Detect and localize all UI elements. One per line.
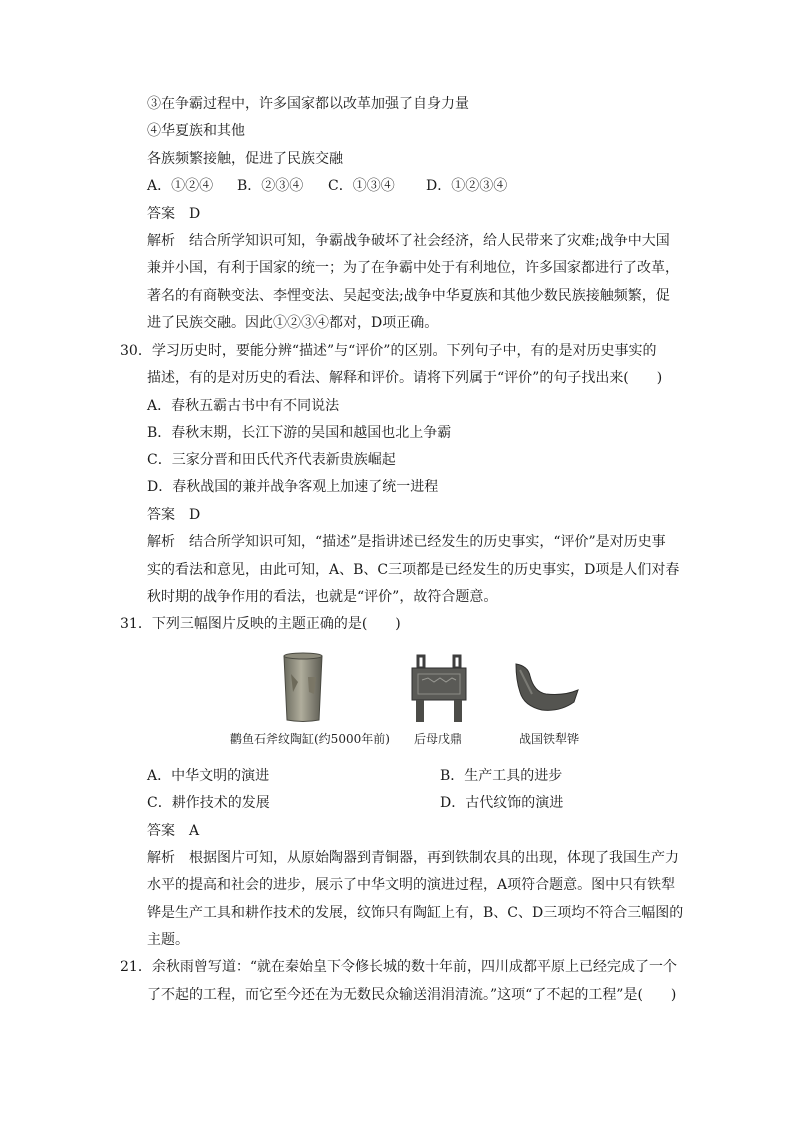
q30-analysis-line: 解析 结合所学知识可知，“描述”是指讲述已经发生的历史事实，“评价”是对历史事 <box>147 534 666 550</box>
q21-stem-line: 21．余秋雨曾写道：“就在秦始皇下令修长城的数十年前，四川成都平原上已经完成了一个 <box>120 959 677 975</box>
q31-analysis-line: 主题。 <box>147 932 189 948</box>
q30-option-b: B．春秋末期，长江下游的吴国和越国也北上争霸 <box>147 425 452 441</box>
q31-analysis-line: 水平的提高和社会的进步，展示了中华文明的演进过程，A项符合题意。图中只有铁犁 <box>147 877 676 893</box>
q29-analysis-line: 进了民族交融。因此①②③④都对，D项正确。 <box>147 315 439 331</box>
q29-option-b: B．②③④ <box>237 178 304 194</box>
q29-analysis-line: 解析 结合所学知识可知，争霸战争破坏了社会经济，给人民带来了灾难;战争中大国 <box>147 233 670 249</box>
q29-answer: 答案 D <box>147 206 201 222</box>
q30-analysis-line: 秋时期的战争作用的看法，也就是“评价”，故符合题意。 <box>147 589 498 605</box>
q31-analysis-line: 解析 根据图片可知，从原始陶器到青铜器，再到铁制农具的出现，体现了我国生产力 <box>147 850 679 866</box>
q31-analysis-line: 铧是生产工具和耕作技术的发展，纹饰只有陶缸上有，B、C、D三项均不符合三幅图的 <box>147 905 684 921</box>
q30-stem-line: 描述，有的是对历史的看法、解释和评价。请将下列属于“评价”的句子找出来( ) <box>147 370 663 386</box>
pottery-vat-image <box>278 652 328 724</box>
caption-iron-plowshare: 战国铁犁铧 <box>519 732 580 746</box>
q29-analysis-line: 兼并小国，有利于国家的统一；为了在争霸中处于有利地位，许多国家都进行了改革， <box>147 260 679 276</box>
q31-option-a: A．中华文明的演进 <box>147 768 270 784</box>
bronze-ding-image <box>408 654 470 724</box>
q30-option-a: A．春秋五霸古书中有不同说法 <box>147 398 340 414</box>
q31-answer: 答案 A <box>147 823 200 839</box>
q30-stem-line: 30．学习历史时，要能分辨“描述”与“评价”的区别。下列句子中，有的是对历史事实的 <box>120 343 657 359</box>
q31-stem: 31．下列三幅图片反映的主题正确的是( ) <box>120 616 401 632</box>
q31-option-d: D．古代纹饰的演进 <box>440 795 564 811</box>
q29-option-a: A．①②④ <box>147 178 214 194</box>
q29-item-4-first: ④华夏族和其他 <box>147 123 245 139</box>
q31-figure <box>230 650 580 750</box>
q29-item-4-second: 各族频繁接触，促进了民族交融 <box>147 151 343 167</box>
q30-analysis-line: 实的看法和意见，由此可知，A、B、C三项都是已经发生的历史事实，D项是人们对春 <box>147 562 680 578</box>
q21-stem-line: 了不起的工程，而它至今还在为无数民众输送涓涓清流。”这项“了不起的工程”是( ) <box>147 987 677 1003</box>
q30-option-c: C．三家分晋和田氏代齐代表新贵族崛起 <box>147 452 396 468</box>
caption-bronze-ding: 后母戊鼎 <box>414 732 463 746</box>
q29-item-3: ③在争霸过程中，许多国家都以改革加强了自身力量 <box>147 96 469 112</box>
q29-analysis-line: 著名的有商鞅变法、李悝变法、吴起变法;战争中华夏族和其他少数民族接触频繁，促 <box>147 288 670 304</box>
iron-plowshare-image <box>508 662 580 722</box>
q31-option-c: C．耕作技术的发展 <box>147 795 270 811</box>
q30-answer: 答案 D <box>147 507 201 523</box>
q29-option-d: D．①②③④ <box>426 178 508 194</box>
q30-option-d: D．春秋战国的兼并战争客观上加速了统一进程 <box>147 479 439 495</box>
q31-option-b: B．生产工具的进步 <box>440 768 563 784</box>
q29-option-c: C．①③④ <box>328 178 395 194</box>
caption-pottery-vat: 鹳鱼石斧纹陶缸(约5000年前) <box>230 732 390 746</box>
